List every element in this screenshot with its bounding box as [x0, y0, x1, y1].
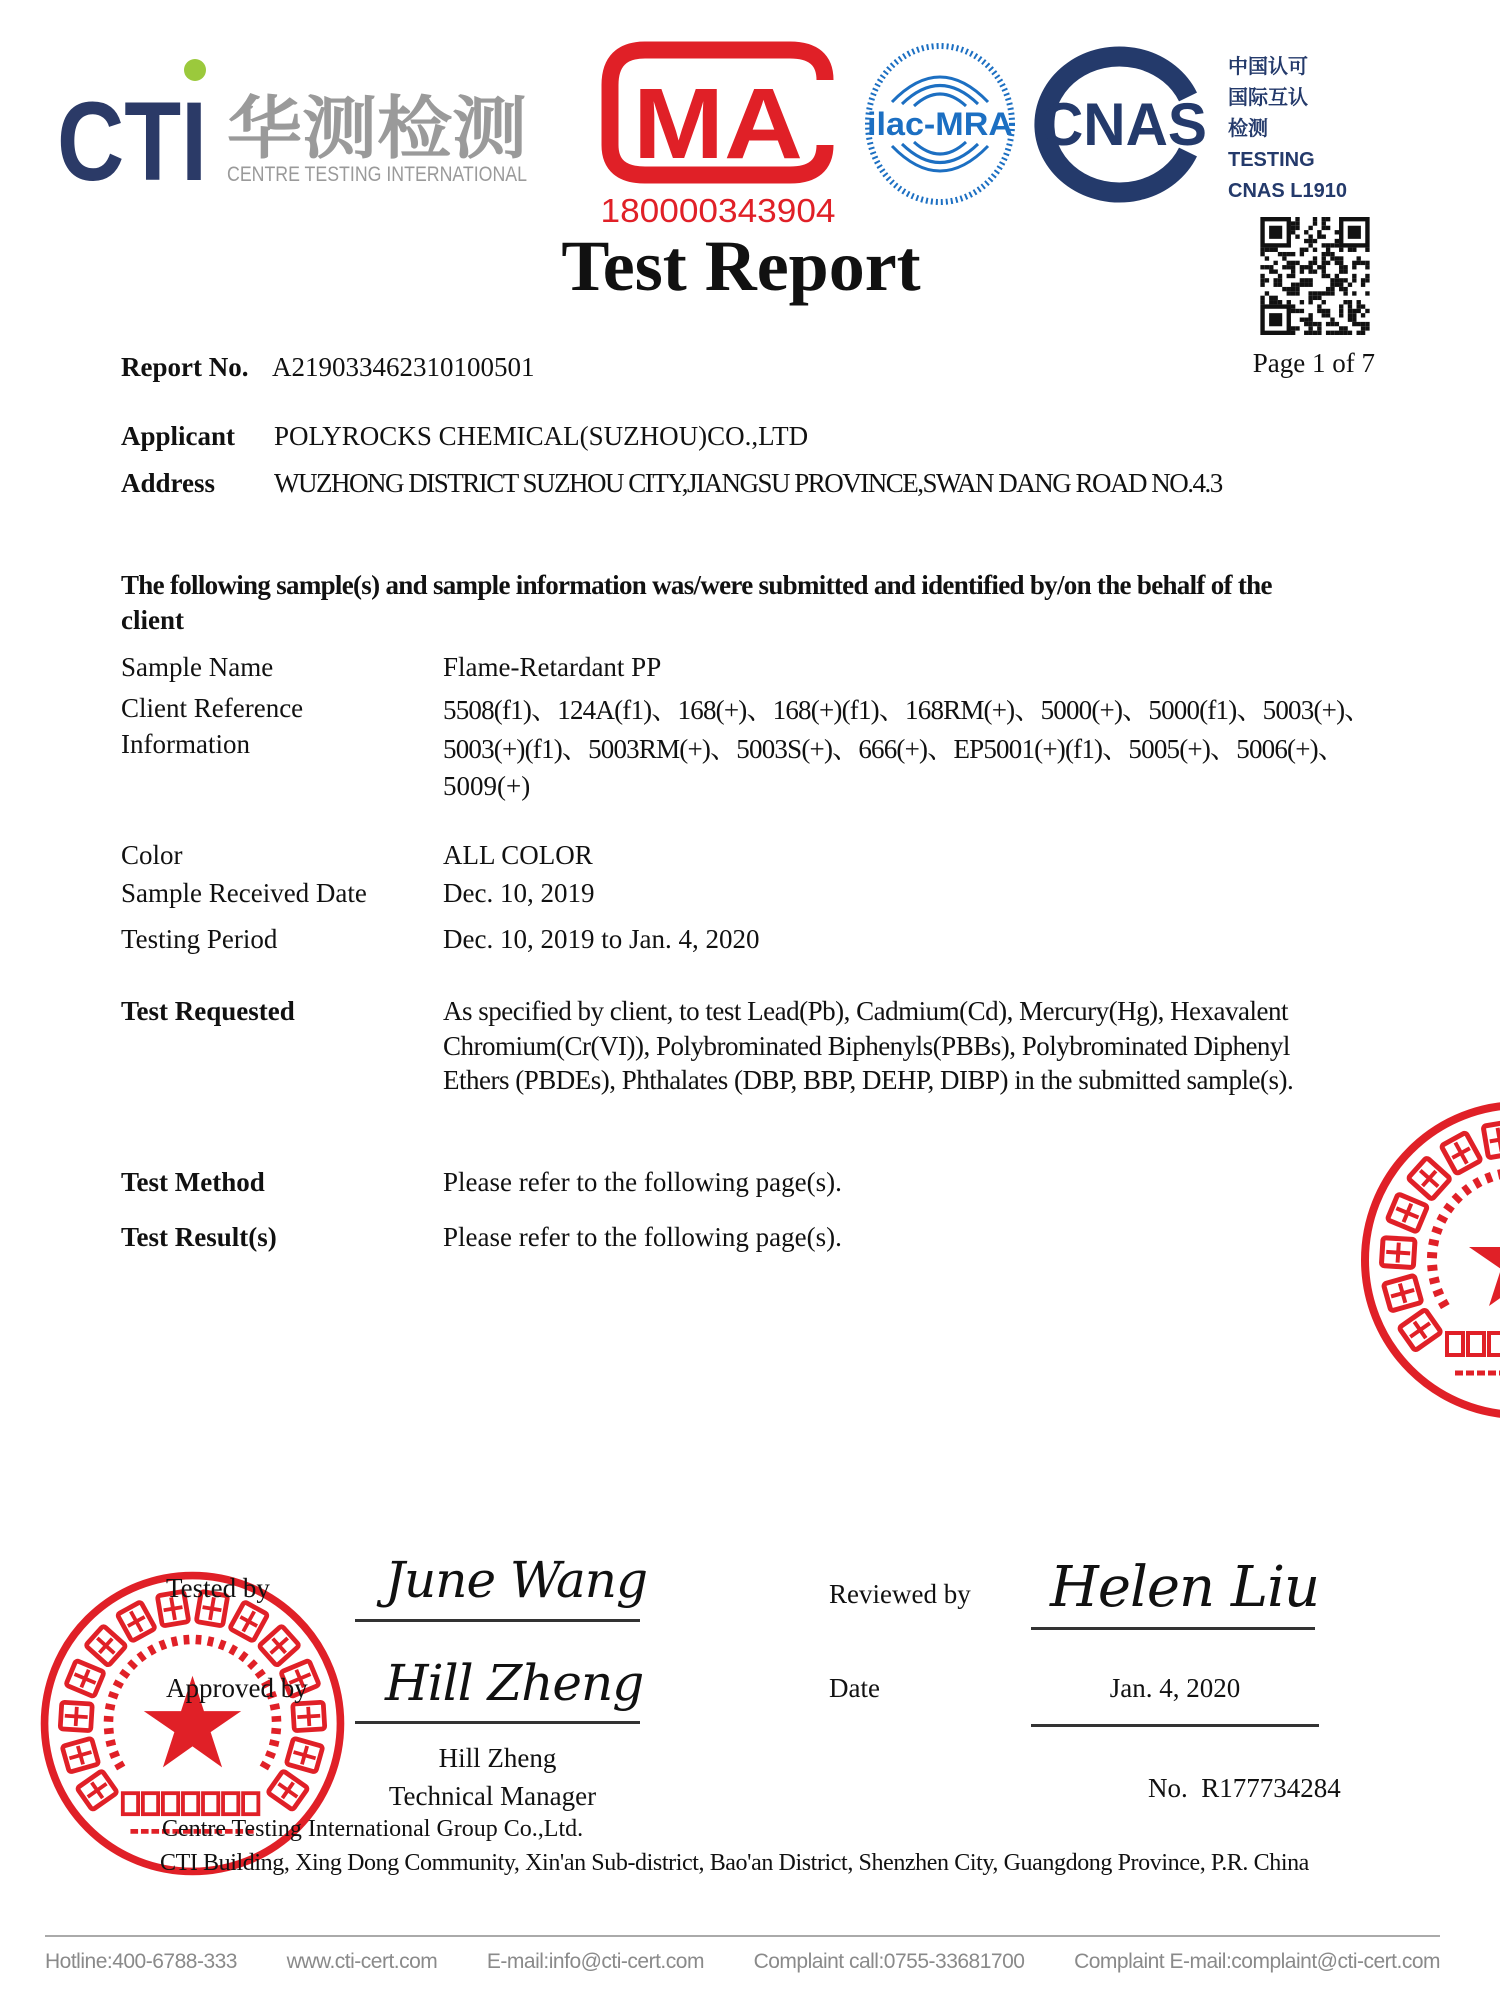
cnas-text-line: TESTING	[1228, 149, 1315, 171]
approver-title: Technical Manager	[388, 1781, 597, 1811]
reviewed-by-line	[1031, 1627, 1315, 1630]
testing-period: Dec. 10, 2019 to Jan. 4, 2020	[443, 924, 760, 954]
test-method: Please refer to the following page(s).	[443, 1167, 842, 1197]
company-name: Centre Testing International Group Co.,Ltd.	[162, 1816, 584, 1842]
cnas-text	[1228, 52, 1347, 207]
ilac-mark: ilac-MRA	[867, 106, 1013, 142]
test-requested-line: Ethers (PBDEs), Phthalates (DBP, BBP, DEHP, DIBP) in the submitted sample(s).	[443, 1065, 1294, 1095]
company-address: CTI Building, Xing Dong Community, Xin'an Sub-district, Bao'an District, Shenzhen City, Guangdong Province, P.R. China	[160, 1850, 1309, 1876]
tested-by-line	[355, 1619, 640, 1622]
page-number: Page 1 of 7	[1252, 348, 1375, 378]
testing-period-label: Testing Period	[121, 924, 278, 954]
address: WUZHONG DISTRICT SUZHOU CITY,JIANGSU PROVINCE,SWAN DANG ROAD NO.4.3	[274, 468, 1222, 498]
cnas-logo	[1038, 52, 1210, 201]
color-label: Color	[121, 840, 183, 870]
cnas-text-line: CNAS L1910	[1228, 180, 1347, 202]
test-method-label: Test Method	[121, 1167, 265, 1197]
applicant: POLYROCKS CHEMICAL(SUZHOU)CO.,LTD	[274, 421, 809, 451]
address-label: Address	[121, 468, 216, 498]
report-no: A219033462310100501	[272, 352, 535, 382]
company-seal-right	[1355, 1095, 1500, 1430]
sample-name: Flame-Retardant PP	[443, 652, 662, 682]
footer-complaint-call: Complaint call:0755-33681700	[753, 1950, 1025, 1973]
test-requested-label: Test Requested	[121, 996, 295, 1026]
cti-mark: CTI	[57, 79, 207, 204]
test-result: Please refer to the following page(s).	[443, 1222, 842, 1252]
approved-by-signature: Hill Zheng	[385, 1654, 644, 1712]
ilac-mra-logo	[862, 42, 1018, 211]
received-date-label: Sample Received Date	[121, 878, 367, 908]
test-requested-line: As specified by client, to test Lead(Pb), Cadmium(Cd), Mercury(Hg), Hexavalent	[443, 996, 1288, 1026]
cnas-mark: CNAS	[1041, 91, 1207, 158]
approved-by-line	[355, 1721, 640, 1724]
date-label: Date	[829, 1673, 880, 1703]
client-ref-line: 5508(f1)、124A(f1)、168(+)、168(+)(f1)、168RM(+)、5000(+)、5000(f1)、5003(+)、	[443, 695, 1371, 725]
applicant-label: Applicant	[121, 421, 236, 451]
date-line	[1031, 1724, 1319, 1727]
date-value: Jan. 4, 2020	[1109, 1673, 1241, 1703]
intro-text: The following sample(s) and sample information was/were submitted and identified by/on the behalf of the	[121, 570, 1272, 600]
tested-by-signature: June Wang	[385, 1551, 647, 1609]
intro-text-cont: client	[121, 605, 184, 635]
client-ref-line: 5009(+)	[443, 771, 531, 801]
approved-by-label: Approved by	[166, 1673, 308, 1703]
color-value: ALL COLOR	[443, 840, 593, 870]
cma-number: 180000343904	[600, 192, 836, 229]
received-date: Dec. 10, 2019	[443, 878, 595, 908]
footer-website[interactable]: www.cti-cert.com	[286, 1950, 438, 1973]
footer-hotline: Hotline:400-6788-333	[45, 1950, 237, 1973]
certificate-number: No. R177734284	[1148, 1773, 1341, 1803]
cma-mark: MA	[633, 68, 803, 180]
client-ref-label: Client Reference	[121, 693, 304, 723]
seal-star-icon	[1469, 1210, 1500, 1306]
tested-by-label: Tested by	[166, 1573, 270, 1603]
report-no-label: Report No.	[121, 352, 249, 382]
reviewed-by-signature: Helen Liu	[1050, 1555, 1320, 1620]
reviewed-by-label: Reviewed by	[829, 1579, 971, 1609]
test-result-label: Test Result(s)	[121, 1222, 277, 1252]
sample-name-label: Sample Name	[121, 652, 274, 682]
approver-name: Hill Zheng	[438, 1743, 557, 1773]
test-requested-line: Chromium(Cr(VI)), Polybrominated Biphenyls(PBBs), Polybrominated Diphenyl	[443, 1031, 1290, 1061]
client-ref-line: 5003(+)(f1)、5003RM(+)、5003S(+)、666(+)、EP5001(+)(f1)、5005(+)、5006(+)、	[443, 734, 1345, 764]
cnas-text-line: 国际互认	[1228, 87, 1308, 109]
cti-chinese: 华测检测	[227, 91, 527, 167]
cnas-text-line: 中国认可	[1228, 56, 1308, 78]
footer-complaint-email[interactable]: Complaint E-mail:complaint@cti-cert.com	[1074, 1950, 1440, 1973]
footer-email[interactable]: E-mail:info@cti-cert.com	[486, 1950, 704, 1973]
client-ref-label-cont: Information	[121, 729, 250, 759]
cti-logo	[57, 52, 537, 204]
cnas-text-line: 检测	[1228, 118, 1268, 140]
cma-logo	[600, 40, 840, 235]
footer	[45, 1950, 1440, 1974]
footer-divider	[45, 1935, 1440, 1937]
report-title: Test Report	[561, 226, 921, 306]
cti-english: CENTRE TESTING INTERNATIONAL	[227, 163, 527, 186]
